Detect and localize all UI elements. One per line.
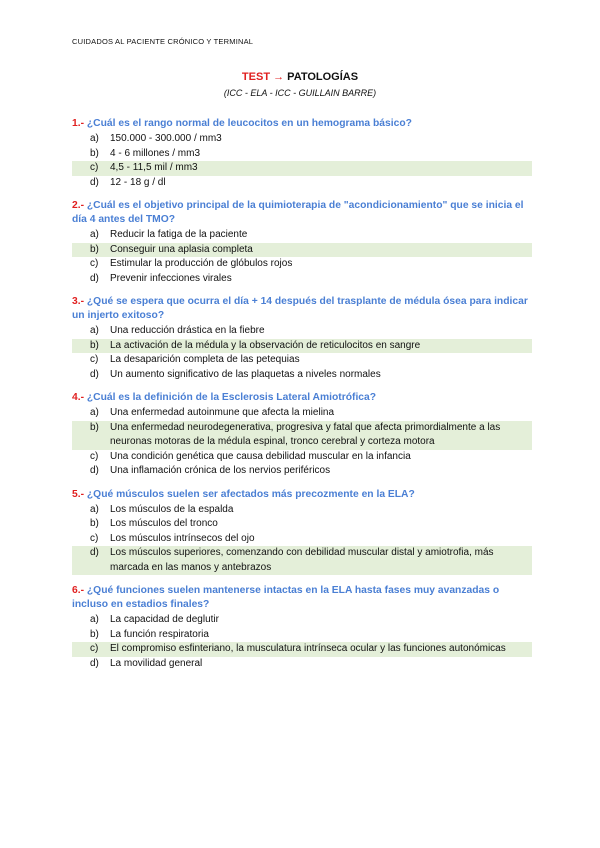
option-letter: b): [90, 628, 99, 640]
option-letter: c): [90, 354, 99, 365]
question-text: [72, 584, 532, 612]
option-d: [72, 176, 532, 191]
option-list: [72, 228, 532, 286]
option-letter: c): [90, 258, 99, 269]
question-list: [72, 117, 532, 680]
option-text: Los músculos intrínsecos del ojo: [110, 532, 255, 544]
option-b-correct: [72, 243, 532, 258]
question-text: [72, 117, 532, 131]
question-label: ¿Qué se espera que ocurra el día + 14 después del trasplante de médula ósea para indicar un injerto exitoso?: [72, 296, 528, 321]
option-text: Prevenir infecciones virales: [110, 272, 232, 284]
question-text: [72, 199, 532, 227]
option-a: [72, 613, 532, 628]
question-number: 5.-: [72, 488, 85, 500]
option-d: [72, 272, 532, 287]
option-letter: d): [90, 272, 99, 284]
option-c-correct: [72, 161, 532, 176]
option-letter: d): [90, 657, 99, 669]
question-6: [72, 584, 532, 671]
option-text: Una enfermedad autoinmune que afecta la mielina: [110, 407, 335, 418]
question-text: [72, 488, 532, 502]
option-letter: c): [72, 161, 110, 176]
option-a: [72, 132, 532, 147]
option-d: [72, 657, 532, 672]
option-text: La activación de la médula y la observación de reticulocitos en sangre: [110, 339, 532, 354]
option-a: [72, 324, 532, 339]
option-text: 12 - 18 g / dl: [110, 176, 166, 188]
question-label: ¿Qué músculos suelen ser afectados más precozmente en la ELA?: [84, 488, 415, 500]
option-list: [72, 503, 532, 576]
option-text: Una reducción drástica en la fiebre: [110, 325, 265, 336]
option-b: [72, 517, 532, 532]
option-text: La desaparición completa de las petequias: [110, 354, 300, 365]
option-a: [72, 228, 532, 243]
question-text: [72, 295, 532, 323]
option-letter: b): [72, 243, 110, 258]
option-a: [72, 503, 532, 518]
question-number: 2.-: [72, 200, 85, 211]
option-text: El compromiso esfinteriano, la musculatura intrínseca ocular y las funciones autonómicas: [110, 642, 532, 657]
page-title: [0, 71, 600, 83]
option-letter: d): [72, 546, 110, 575]
option-letter: b): [72, 421, 110, 450]
option-letter: b): [72, 339, 110, 354]
option-letter: b): [90, 518, 99, 529]
question-5: [72, 488, 532, 576]
question-number: 3.-: [72, 296, 85, 307]
option-letter: c): [90, 532, 99, 544]
option-letter: a): [90, 325, 99, 336]
option-letter: b): [90, 147, 99, 159]
option-d: [72, 368, 532, 383]
question-label: ¿Cuál es la definición de la Esclerosis Lateral Amiotrófica?: [84, 392, 377, 403]
option-text: 4,5 - 11,5 mil / mm3: [110, 161, 532, 176]
option-text: Estimular la producción de glóbulos rojos: [110, 258, 293, 269]
title-arrow: →: [270, 71, 288, 83]
question-2: [72, 199, 532, 286]
question-number: 4.-: [72, 392, 85, 403]
question-label: ¿Cuál es el objetivo principal de la quimioterapia de "acondicionamiento" que se inicia el día 4 antes del TMO?: [72, 200, 524, 225]
option-letter: d): [90, 368, 99, 380]
option-text: Una condición genética que causa debilidad muscular en la infancia: [110, 450, 411, 462]
option-text: Los músculos de la espalda: [110, 503, 234, 515]
option-b-correct: [72, 421, 532, 450]
option-letter: c): [72, 642, 110, 657]
option-b-correct: [72, 339, 532, 354]
question-label: ¿Cuál es el rango normal de leucocitos en un hemograma básico?: [84, 118, 412, 129]
option-letter: a): [90, 503, 99, 515]
question-4: [72, 391, 532, 479]
title-test: TEST: [241, 71, 271, 83]
option-c-correct: [72, 642, 532, 657]
option-text: Los músculos superiores, comenzando con debilidad muscular distal y amiotrofia, más marcada en las manos y antebrazos: [110, 546, 532, 575]
option-b: [72, 628, 532, 643]
question-3: [72, 295, 532, 382]
page-subtitle: (ICC - ELA - ICC - GUILLAIN BARRE): [223, 88, 377, 98]
title-topic: PATOLOGÍAS: [287, 71, 359, 83]
option-text: La función respiratoria: [110, 628, 209, 640]
question-number: 1.-: [72, 118, 85, 129]
option-letter: d): [90, 465, 99, 476]
option-text: La movilidad general: [110, 657, 203, 669]
option-text: 4 - 6 millones / mm3: [110, 147, 201, 159]
option-text: Reducir la fatiga de la paciente: [110, 229, 248, 240]
question-label: ¿Qué funciones suelen mantenerse intactas en la ELA hasta fases muy avanzadas o incluso en estadios finales?: [72, 585, 500, 610]
option-letter: a): [90, 407, 99, 418]
option-text: 150.000 - 300.000 / mm3: [110, 133, 222, 144]
option-list: [72, 406, 532, 479]
option-c: [72, 532, 532, 547]
option-list: [72, 324, 532, 382]
option-letter: a): [90, 614, 99, 625]
option-text: Una enfermedad neurodegenerativa, progresiva y fatal que afecta primordialmente a las neuronas motoras de la médula espinal, tronco cerebral y corteza motora: [110, 421, 532, 450]
option-letter: a): [90, 133, 99, 144]
option-c: [72, 450, 532, 465]
option-letter: c): [90, 450, 99, 462]
option-letter: d): [90, 176, 99, 188]
option-b: [72, 147, 532, 162]
question-number: 6.-: [72, 585, 85, 596]
option-d: [72, 464, 532, 479]
option-text: Conseguir una aplasia completa: [110, 243, 532, 258]
document-header: CUIDADOS AL PACIENTE CRÓNICO Y TERMINAL: [72, 37, 254, 46]
option-c: [72, 257, 532, 272]
option-letter: a): [90, 229, 99, 240]
question-1: [72, 117, 532, 190]
option-c: [72, 353, 532, 368]
option-text: La capacidad de deglutir: [110, 614, 219, 625]
option-a: [72, 406, 532, 421]
option-list: [72, 613, 532, 671]
option-text: Un aumento significativo de las plaquetas a niveles normales: [110, 368, 381, 380]
option-text: Una inflamación crónica de los nervios periféricos: [110, 465, 331, 476]
question-text: [72, 391, 532, 405]
option-d-correct: [72, 546, 532, 575]
option-list: [72, 132, 532, 190]
option-text: Los músculos del tronco: [110, 518, 218, 529]
